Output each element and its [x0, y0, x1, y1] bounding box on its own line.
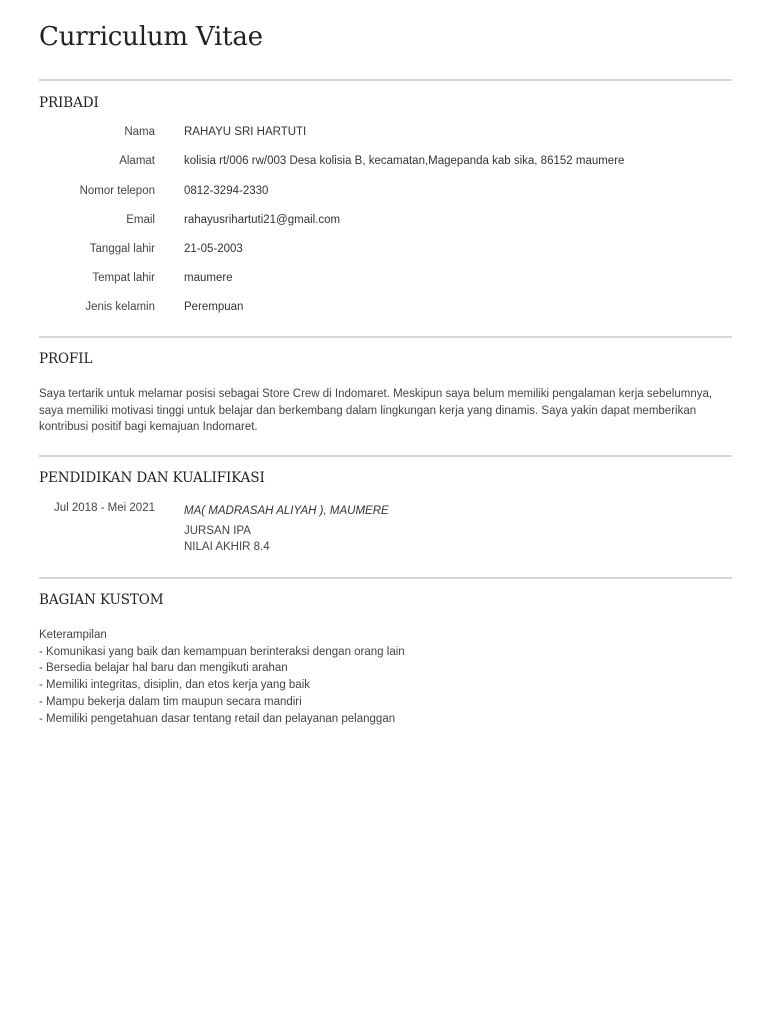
- field-label: Nama: [124, 126, 155, 138]
- kustom-line: - Memiliki pengetahuan dasar tentang retail dan pelayanan pelanggan: [39, 712, 396, 725]
- field-row-nama: [39, 126, 732, 142]
- section-title-pendidikan: PENDIDIKAN DAN KUALIFIKASI: [39, 470, 265, 486]
- profil-line: saya memiliki motivasi tinggi untuk belajar dan berkembang dalam lingkungan kerja yang dinamis. Saya yakin dapat memberikan: [39, 404, 697, 417]
- education-detail: NILAI AKHIR 8.4: [184, 541, 270, 553]
- divider: [39, 336, 732, 338]
- field-label: Tanggal lahir: [89, 243, 155, 255]
- profil-line: Saya tertarik untuk melamar posisi sebagai Store Crew di Indomaret. Meskipun saya belum memiliki pengalaman kerja sebelumnya,: [39, 388, 713, 400]
- kustom-line: - Komunikasi yang baik dan kemampuan berinteraksi dengan orang lain: [39, 645, 405, 658]
- section-title-profil: PROFIL: [39, 351, 93, 367]
- divider: [39, 455, 732, 457]
- field-row-jenis-kelamin: [39, 301, 732, 317]
- field-label: Alamat: [119, 155, 155, 167]
- divider: [39, 577, 732, 579]
- kustom-line: - Bersedia belajar hal baru dan mengikuti arahan: [39, 662, 288, 675]
- field-label: Tempat lahir: [92, 272, 155, 284]
- field-label: Nomor telepon: [79, 185, 155, 197]
- profil-line: kontribusi positif bagi kemajuan Indomaret.: [39, 421, 258, 434]
- field-row-nomor-telepon: [39, 185, 732, 201]
- kustom-list: [39, 627, 732, 727]
- field-row-tempat-lahir: [39, 272, 732, 288]
- section-title-kustom: BAGIAN KUSTOM: [39, 592, 164, 608]
- education-detail: JURSAN IPA: [184, 525, 251, 537]
- field-value: rahayusrihartuti21@gmail.com: [184, 214, 341, 226]
- field-label: Jenis kelamin: [85, 301, 155, 313]
- field-value: 21-05-2003: [184, 243, 243, 255]
- field-label: Email: [126, 214, 155, 226]
- field-value: 0812-3294-2330: [184, 185, 269, 197]
- field-row-alamat: [39, 155, 732, 171]
- field-value: maumere: [184, 272, 233, 284]
- kustom-line: Keterampilan: [39, 629, 107, 641]
- section-title-pribadi: PRIBADI: [39, 95, 99, 111]
- education-date: Jul 2018 - Mei 2021: [53, 502, 155, 514]
- field-row-email: [39, 214, 732, 230]
- page-title: Curriculum Vitae: [39, 22, 263, 52]
- field-value: Perempuan: [184, 301, 244, 313]
- field-value: RAHAYU SRI HARTUTI: [184, 126, 307, 138]
- kustom-line: - Memiliki integritas, disiplin, dan etos kerja yang baik: [39, 679, 311, 692]
- kustom-line: - Mampu bekerja dalam tim maupun secara mandiri: [39, 695, 302, 708]
- field-value: kolisia rt/006 rw/003 Desa kolisia B, kecamatan,Magepanda kab sika, 86152 maumere: [184, 155, 625, 167]
- divider: [39, 79, 732, 81]
- field-row-tanggal-lahir: [39, 243, 732, 259]
- education-school: MA( MADRASAH ALIYAH ), MAUMERE: [184, 505, 389, 517]
- profil-paragraph: [39, 386, 732, 436]
